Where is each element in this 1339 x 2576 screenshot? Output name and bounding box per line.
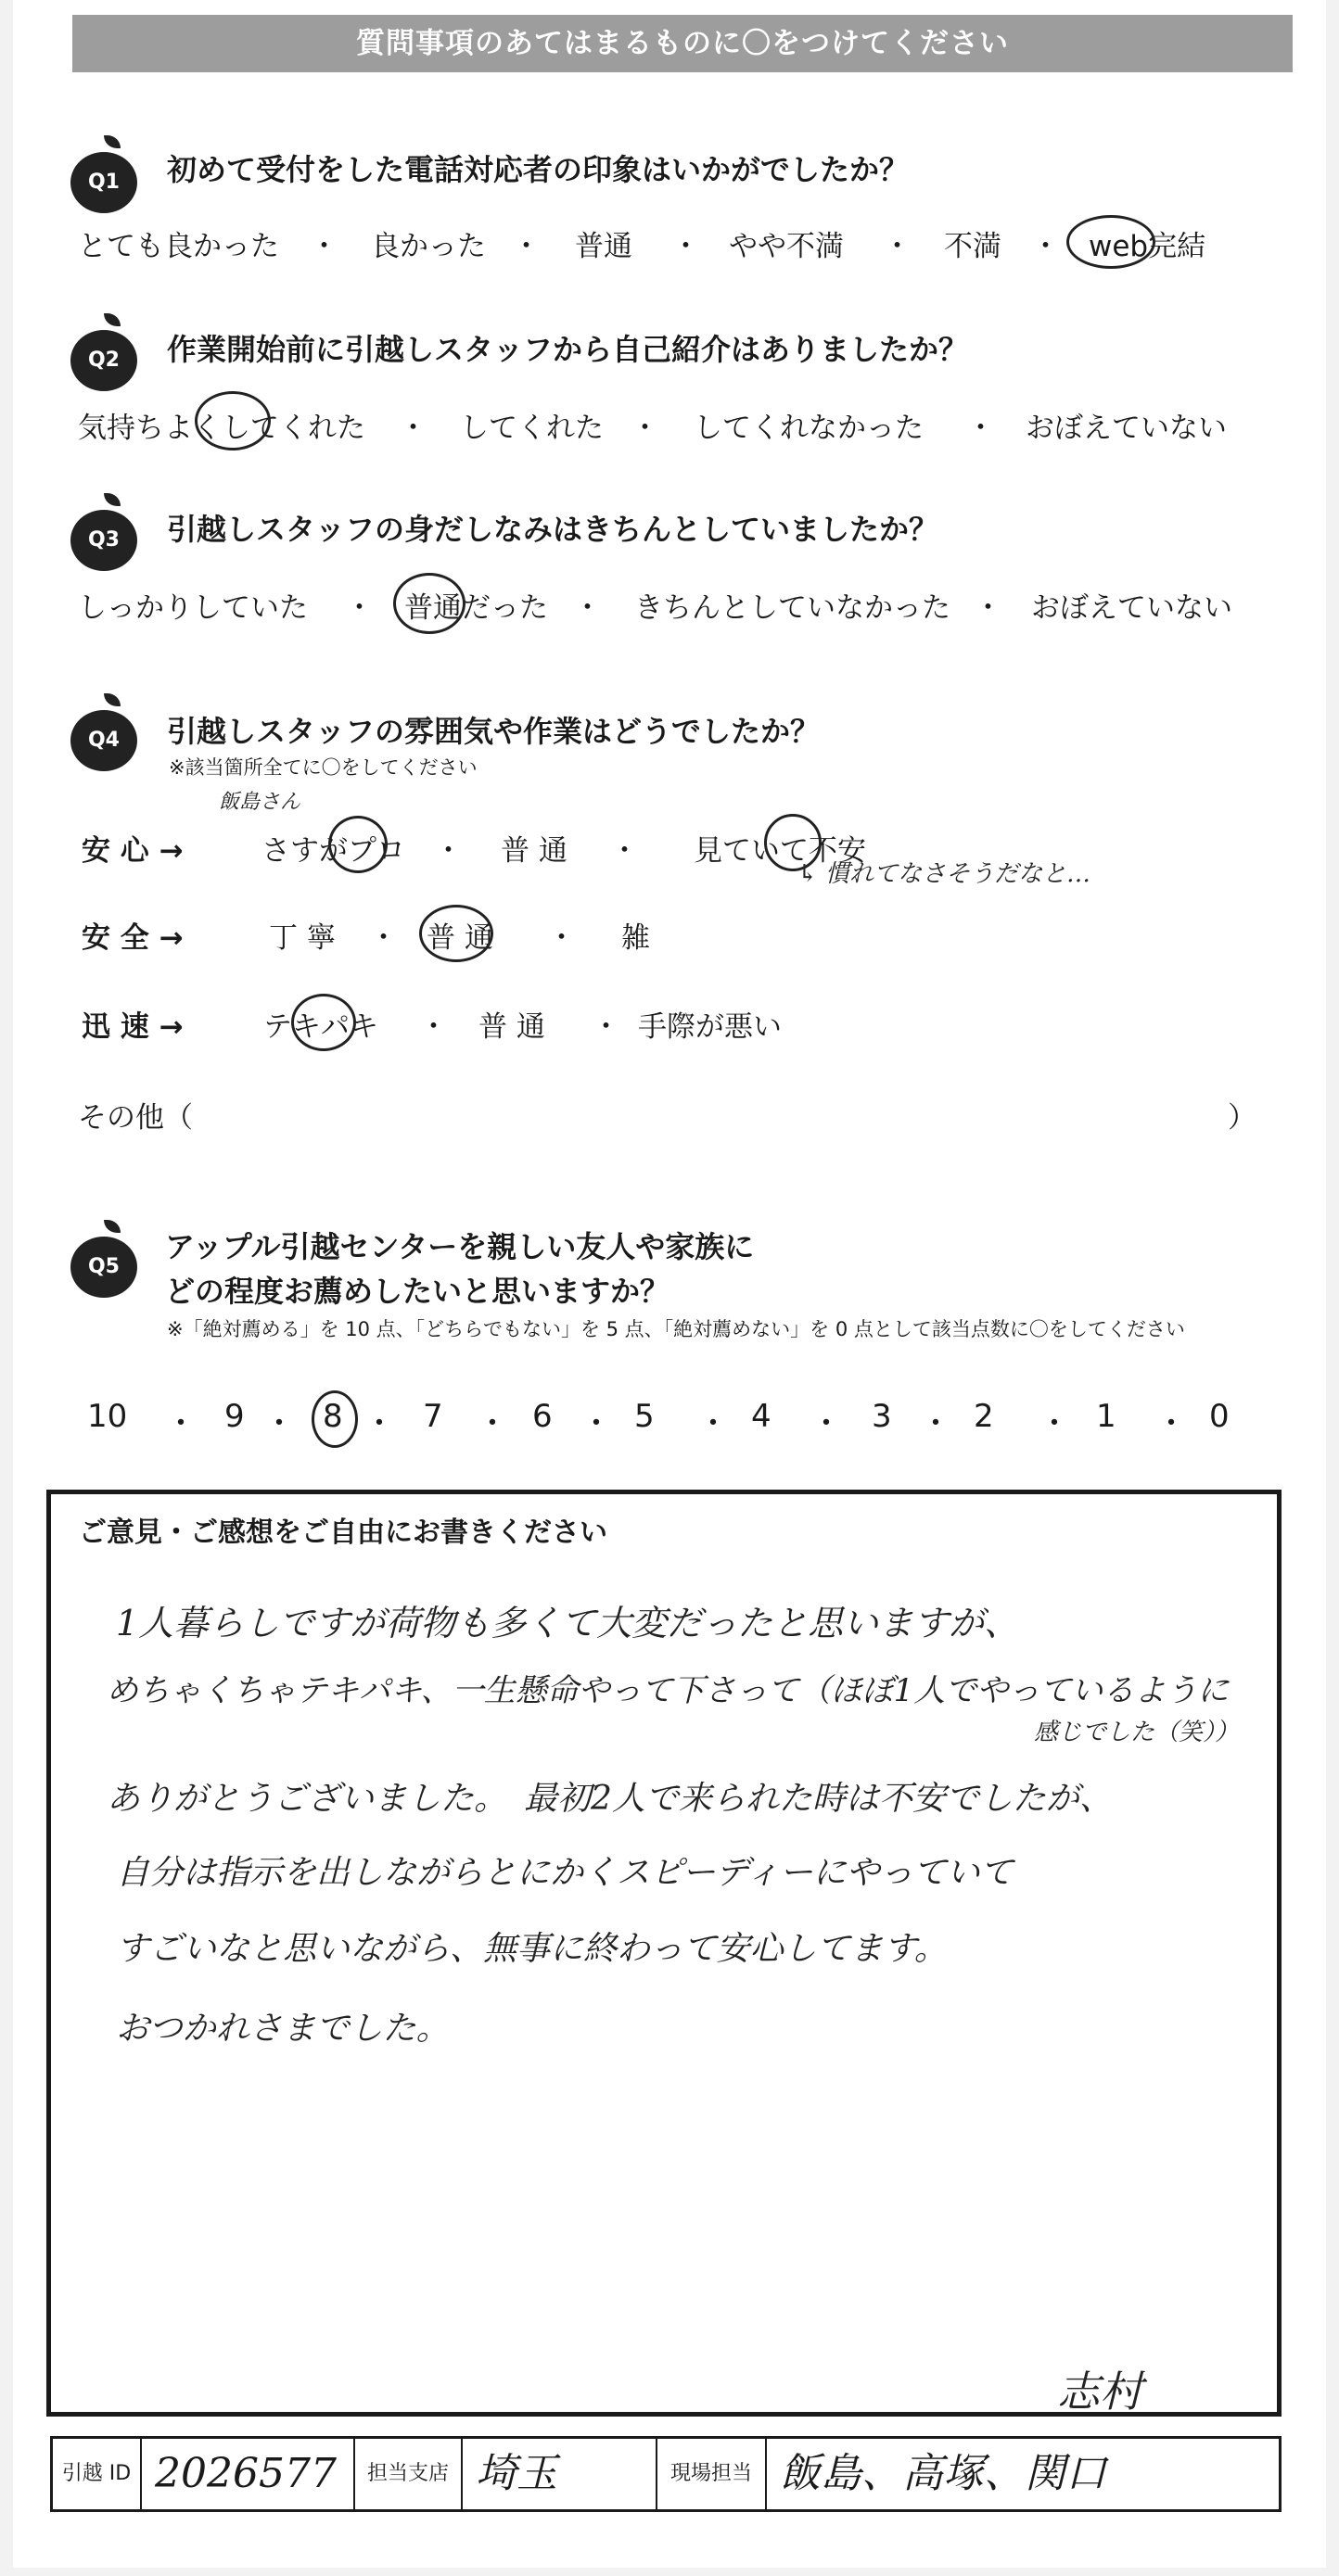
q3-selection-circle xyxy=(393,573,465,634)
q3-option[interactable]: おぼえていない xyxy=(1031,591,1232,625)
q4-handwritten-note: ↳ 慣れてなさそうだなと… xyxy=(797,860,1091,888)
q4-option-selected[interactable]: 見ていて不安 xyxy=(694,834,866,868)
comment-box[interactable] xyxy=(46,1490,1282,2417)
page-title: 質問事項のあてはまるものに〇をつけてください xyxy=(72,15,1293,72)
survey-sheet: 質問事項のあてはまるものに〇をつけてください Q1 初めて受付をした電話対応者の印象はいかがでしたか？ とても良かった ・ 良かった ・ 普通 ・ やや不満 ・ 不満 ・ web完結 Q2 作業開始前に引越しスタッフから自己紹介はありましたか？ 気持ちよくしてくれた ・ してくれた ・ してくれなかった ・ おぼえていない Q3 引越しスタッフの身だしなみはきちんとしていましたか？ しっかりしていた ・ 普通だった ・ きちんとしていなかった ・ おぼえていない Q4 引越しスタッフの雰囲気や作業はどうでしたか？ ※該当箇所全てに〇をしてください 飯島さん 安 心 → さすがプロ ・ 普 通 ・ 見ていて不安 ↳ 慣れてなさそうだなと… 安 全 → 丁 寧 ・ 普 通 ・ 雑 迅 速 → テキパキ ・ 普 通 ・ 手際が悪い その他（ ） Q5 アップル引越センターを親しい友人や家族に どの程度お薦めしたいと思いますか？ ※「絶対薦める」を 10 点、「どちらでもない」を 5 点、「絶対薦めない」を 0 点として該当点数に〇をしてください 10 ・ 9 ・ 8 ・ 7 ・ 6 ・ 5 ・ 4 ・ 3 ・ 2 ・ 1 ・ 0 ご意見・ご感想をご自由にお書きください 1人暮らしですが荷物も多くて大変だったと思いますが、 めちゃくちゃテキパキ、一生懸命やって下さって（ほぼ1人でやっているように 感じでした（笑）） ありがとうございました。 最初2人で来られた時は不安でしたが、 自分は指示を出しながらとにかくスピーディーにやっていて すごいなと思いながら、無事に終わって安心してます。 おつかれさまでした。 志村 引越 ID 2026577 担当支店 埼玉 現場担当 飯島、高塚、関口 xyxy=(13,0,1326,2568)
q4-row-label-anshin: 安 心 → xyxy=(82,834,184,868)
q4-row-label-anzen: 安 全 → xyxy=(82,921,184,955)
q4-row-label-jinsoku: 迅 速 → xyxy=(82,1010,184,1044)
footer-staff-label: 現場担当 xyxy=(657,2439,767,2509)
comment-line: おつかれさまでした。 xyxy=(116,2010,450,2048)
q1-option[interactable]: やや不満 xyxy=(729,230,844,263)
q4-option[interactable]: 普 通 xyxy=(501,834,567,868)
q1-option[interactable]: とても良かった xyxy=(78,230,279,263)
comment-line: 自分は指示を出しながらとにかくスピーディーにやっていて xyxy=(116,1854,1014,1892)
footer-branch-value: 埼玉 xyxy=(463,2439,657,2509)
q4-question: 引越しスタッフの雰囲気や作業はどうでしたか？ xyxy=(167,714,821,749)
comment-line: ありがとうございました。 最初2人で来られた時は不安でしたが、 xyxy=(107,1780,1113,1818)
q1-option[interactable]: 良かった xyxy=(371,230,486,263)
q4-note: ※該当箇所全てに〇をしてください xyxy=(169,756,478,779)
footer-staff-extra: 志村 xyxy=(1057,2367,1142,2417)
score-option[interactable]: 2 xyxy=(974,1398,994,1435)
score-option[interactable]: 3 xyxy=(872,1398,892,1435)
score-option[interactable]: 7 xyxy=(423,1398,443,1435)
q5-badge-icon: Q5 xyxy=(70,1233,137,1300)
q4-other-label: その他（ xyxy=(78,1101,193,1135)
score-option[interactable]: 10 xyxy=(87,1398,128,1435)
q4-option[interactable]: 丁 寧 xyxy=(269,921,336,955)
score-option[interactable]: 9 xyxy=(224,1398,245,1435)
q4-option-selected[interactable]: さすがプロ xyxy=(261,834,405,868)
q3-question: 引越しスタッフの身だしなみはきちんとしていましたか？ xyxy=(167,512,939,547)
comment-line: 1人暮らしですが荷物も多くて大変だったと思いますが、 xyxy=(116,1603,1020,1643)
comment-line: 感じでした（笑）） xyxy=(1034,1719,1240,1746)
q2-option[interactable]: おぼえていない xyxy=(1026,412,1227,445)
comment-line: すごいなと思いながら、無事に終わって安心してます。 xyxy=(116,1930,948,1968)
q2-option-selected[interactable]: 気持ちよくしてくれた xyxy=(78,412,365,445)
q5-note: ※「絶対薦める」を 10 点、「どちらでもない」を 5 点、「絶対薦めない」を 0 点として該当点数に〇をしてください xyxy=(167,1318,1185,1340)
q2-option[interactable]: してくれた xyxy=(460,412,604,445)
footer-staff-value: 飯島、高塚、関口 xyxy=(780,2450,1106,2497)
q5-question-line1: アップル引越センターを親しい友人や家族に xyxy=(165,1229,755,1264)
q4-option[interactable]: 雑 xyxy=(621,921,650,955)
score-option[interactable]: 1 xyxy=(1096,1398,1116,1435)
q5-question-line2: どの程度お薦めしたいと思いますか？ xyxy=(165,1274,670,1309)
footer-table xyxy=(50,2436,1282,2512)
q4-selection-circle xyxy=(328,816,388,873)
q4-selection-circle xyxy=(419,905,493,962)
q4-option[interactable]: 普 通 xyxy=(478,1010,545,1044)
q1-option[interactable]: 不満 xyxy=(944,230,1001,263)
q1-option-selected[interactable]: web完結 xyxy=(1089,230,1206,263)
q5-selection-circle xyxy=(312,1390,358,1448)
q1-question: 初めて受付をした電話対応者の印象はいかがでしたか？ xyxy=(167,152,910,187)
q4-option[interactable]: 手際が悪い xyxy=(638,1010,782,1044)
q1-option[interactable]: 普通 xyxy=(575,230,632,263)
score-option[interactable]: 0 xyxy=(1209,1398,1230,1435)
q4-option-selected[interactable]: テキパキ xyxy=(263,1010,378,1044)
q2-question: 作業開始前に引越しスタッフから自己紹介はありましたか？ xyxy=(167,332,969,367)
comment-title: ご意見・ご感想をご自由にお書きください xyxy=(79,1516,607,1549)
score-option[interactable]: 5 xyxy=(634,1398,655,1435)
q4-handwritten-name: 飯島さん xyxy=(219,791,301,814)
q4-other-close: ） xyxy=(1228,1101,1256,1135)
q3-option-selected[interactable]: 普通だった xyxy=(404,591,548,625)
q1-badge-icon: Q1 xyxy=(70,148,137,215)
q3-badge-icon: Q3 xyxy=(70,506,137,573)
q4-badge-icon: Q4 xyxy=(70,706,137,773)
score-option[interactable]: 4 xyxy=(751,1398,772,1435)
q4-option-selected[interactable]: 普 通 xyxy=(427,921,493,955)
q2-badge-icon: Q2 xyxy=(70,326,137,393)
q2-selection-circle xyxy=(195,391,271,450)
q3-option[interactable]: しっかりしていた xyxy=(78,591,308,625)
q1-selection-circle xyxy=(1066,215,1155,269)
q4-selection-circle xyxy=(291,994,356,1051)
score-option[interactable]: 6 xyxy=(532,1398,553,1435)
comment-line: めちゃくちゃテキパキ、一生懸命やって下さって（ほぼ1人でやっているように xyxy=(107,1672,1230,1709)
q2-option[interactable]: してくれなかった xyxy=(694,412,924,445)
footer-id-value: 2026577 xyxy=(142,2439,355,2509)
q3-option[interactable]: きちんとしていなかった xyxy=(634,591,950,625)
score-option-selected[interactable]: 8 xyxy=(323,1398,343,1435)
footer-branch-label: 担当支店 xyxy=(355,2439,463,2509)
footer-id-label: 引越 ID xyxy=(53,2439,142,2509)
